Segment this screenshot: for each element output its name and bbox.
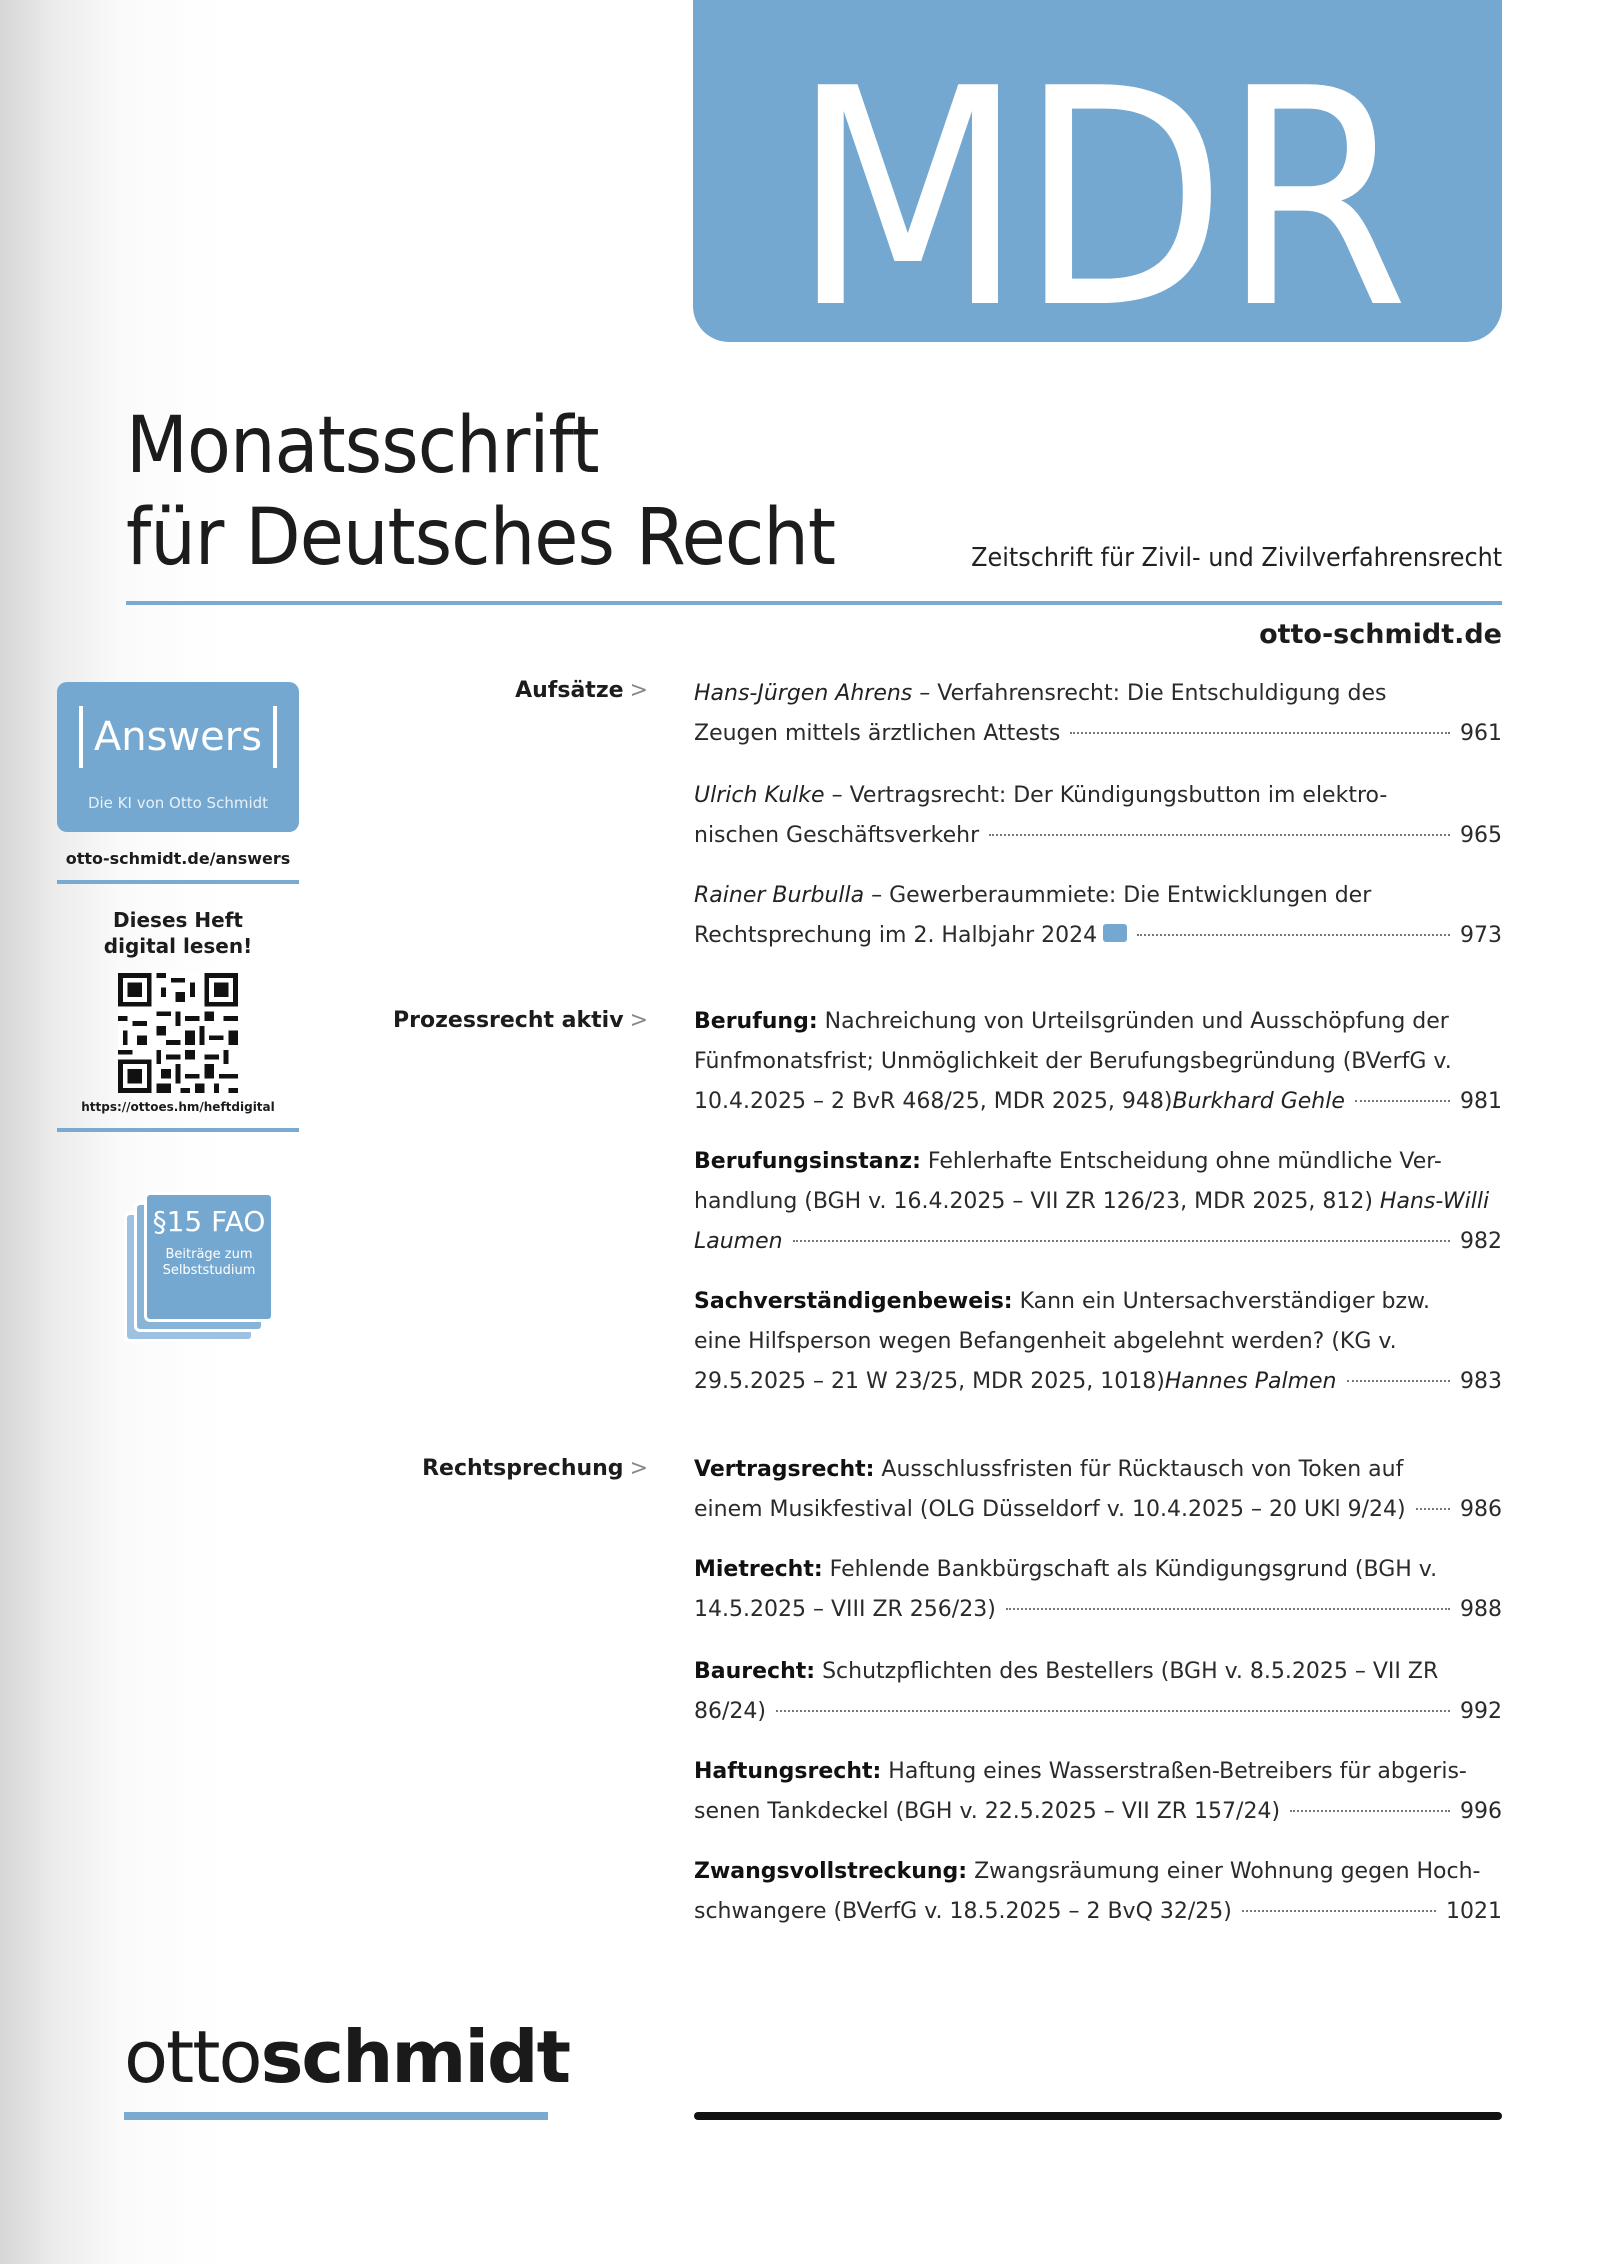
leader-dots bbox=[776, 1710, 1450, 1712]
fao-title: §15 FAO bbox=[152, 1205, 266, 1238]
leader-dots bbox=[1006, 1608, 1450, 1610]
toc-entry[interactable]: Haftungsrecht: Haftung eines Wasserstraßen-Betreibers für abgeris- senen Tankdeckel (BGH v. 22.5.2025 – VII ZR 157/24) 996 bbox=[694, 1752, 1502, 1832]
qr-code-icon[interactable] bbox=[118, 973, 238, 1093]
journal-title-line1: Monatsschrift bbox=[126, 401, 599, 491]
chevron-right-icon: > bbox=[629, 1456, 648, 1481]
answers-promo-badge[interactable] bbox=[57, 682, 299, 832]
chevron-right-icon: > bbox=[629, 1008, 648, 1033]
chevron-right-icon: > bbox=[629, 678, 648, 703]
toc-entry[interactable]: Zwangsvollstreckung: Zwangsräumung einer Wohnung gegen Hoch- schwangere (BVerfG v. 18.5.2025 – 2 BvQ 32/25) 1021 bbox=[694, 1852, 1502, 1932]
journal-subtitle: Zeitschrift für Zivil- und Zivilverfahrensrecht bbox=[971, 543, 1502, 573]
page-number: 988 bbox=[1460, 1597, 1502, 1622]
leader-dots bbox=[1355, 1100, 1450, 1102]
fao-badge-stack[interactable] bbox=[124, 1192, 274, 1342]
page-number: 996 bbox=[1460, 1799, 1502, 1824]
logo-underline bbox=[124, 2112, 548, 2120]
fao-subtitle-2: Selbststudium bbox=[162, 1263, 256, 1278]
page-number: 965 bbox=[1460, 823, 1502, 848]
page-number: 981 bbox=[1460, 1089, 1502, 1114]
leader-dots bbox=[1242, 1910, 1436, 1912]
qr-url[interactable]: https://ottoes.hm/heftdigital bbox=[81, 1100, 275, 1114]
toc-entry[interactable]: Berufungsinstanz: Fehlerhafte Entscheidung ohne mündliche Ver- handlung (BGH v. 16.4.2025 – VII ZR 126/23, MDR 2025, 812) Hans-Willi Laumen 982 bbox=[694, 1142, 1502, 1262]
leader-dots bbox=[1290, 1810, 1450, 1812]
leader-dots bbox=[1416, 1508, 1450, 1510]
sidebar-divider-1 bbox=[57, 880, 299, 884]
leader-dots bbox=[1137, 934, 1450, 936]
digital-reading-callout bbox=[57, 907, 299, 959]
leader-dots bbox=[989, 834, 1450, 836]
section-label-prozessrecht: Prozessrecht aktiv > bbox=[393, 1008, 648, 1033]
digital-line-1: Dieses Heft bbox=[113, 908, 243, 932]
mdr-logo-text: MDR bbox=[791, 25, 1404, 374]
page-number: 982 bbox=[1460, 1229, 1502, 1254]
journal-title-line2: für Deutsches Recht bbox=[126, 493, 836, 583]
toc-entry[interactable]: Mietrecht: Fehlende Bankbürgschaft als Kündigungsgrund (BGH v. 14.5.2025 – VIII ZR 256/23) 988 bbox=[694, 1550, 1502, 1630]
publisher-logo: ottoschmidt bbox=[124, 2015, 570, 2099]
answers-url[interactable]: otto-schmidt.de/answers bbox=[65, 849, 291, 868]
answers-subtitle: Die KI von Otto Schmidt bbox=[87, 794, 269, 812]
page-number: 983 bbox=[1460, 1369, 1502, 1394]
answers-title: Answers bbox=[79, 706, 277, 768]
publisher-website[interactable]: otto-schmidt.de bbox=[1259, 619, 1502, 650]
page-number: 1021 bbox=[1446, 1899, 1502, 1924]
header-divider bbox=[126, 601, 1502, 605]
toc-entry[interactable]: Hans-Jürgen Ahrens – Verfahrensrecht: Die Entschuldigung des Zeugen mittels ärztlichen Attests 961 bbox=[694, 674, 1502, 754]
mdr-logo-box bbox=[693, 0, 1502, 374]
page-number: 986 bbox=[1460, 1497, 1502, 1522]
toc-entry[interactable]: Vertragsrecht: Ausschlussfristen für Rücktausch von Token auf einem Musikfestival (OLG Düsseldorf v. 10.4.2025 – 20 UKl 9/24) 986 bbox=[694, 1450, 1502, 1530]
leader-dots bbox=[1347, 1380, 1451, 1382]
page-number: 961 bbox=[1460, 721, 1502, 746]
sidebar-divider-2 bbox=[57, 1128, 299, 1132]
footer-rule bbox=[694, 2112, 1502, 2120]
toc-entry[interactable]: Ulrich Kulke – Vertragsrecht: Der Kündigungsbutton im elektro- nischen Geschäftsverkehr 965 bbox=[694, 776, 1502, 856]
page-number: 992 bbox=[1460, 1699, 1502, 1724]
toc-entry[interactable]: Rainer Burbulla – Gewerberaummiete: Die Entwicklungen der Rechtsprechung im 2. Halbjahr 2024 973 bbox=[694, 876, 1502, 956]
toc-entry[interactable]: Berufung: Nachreichung von Urteilsgründen und Ausschöpfung der Fünfmonatsfrist; Unmöglichkeit der Berufungsbegründung (BVerfG v. 10.4.2025 – 2 BvR 468/25, MDR 2025, 948) Burkhard Gehle 981 bbox=[694, 1002, 1502, 1122]
leader-dots bbox=[793, 1240, 1450, 1242]
toc-entry[interactable]: Baurecht: Schutzpflichten des Bestellers (BGH v. 8.5.2025 – VII ZR 86/24) 992 bbox=[694, 1652, 1502, 1732]
digital-line-2: digital lesen! bbox=[103, 934, 253, 958]
fao-card-front bbox=[144, 1192, 274, 1322]
toc-entry[interactable]: Sachverständigenbeweis: Kann ein Untersachverständiger bzw. eine Hilfsperson wegen Befangenheit abgelehnt werden? (KG v. 29.5.2025 – 21 W 23/25, MDR 2025, 1018) Hannes Palmen 983 bbox=[694, 1282, 1502, 1402]
page-number: 973 bbox=[1460, 923, 1502, 948]
fao-subtitle-1: Beiträge zum bbox=[165, 1247, 253, 1262]
ebook-badge-icon bbox=[1103, 924, 1127, 942]
leader-dots bbox=[1070, 732, 1450, 734]
section-label-rechtsprechung: Rechtsprechung > bbox=[422, 1456, 648, 1481]
section-label-aufsaetze: Aufsätze > bbox=[515, 678, 648, 703]
